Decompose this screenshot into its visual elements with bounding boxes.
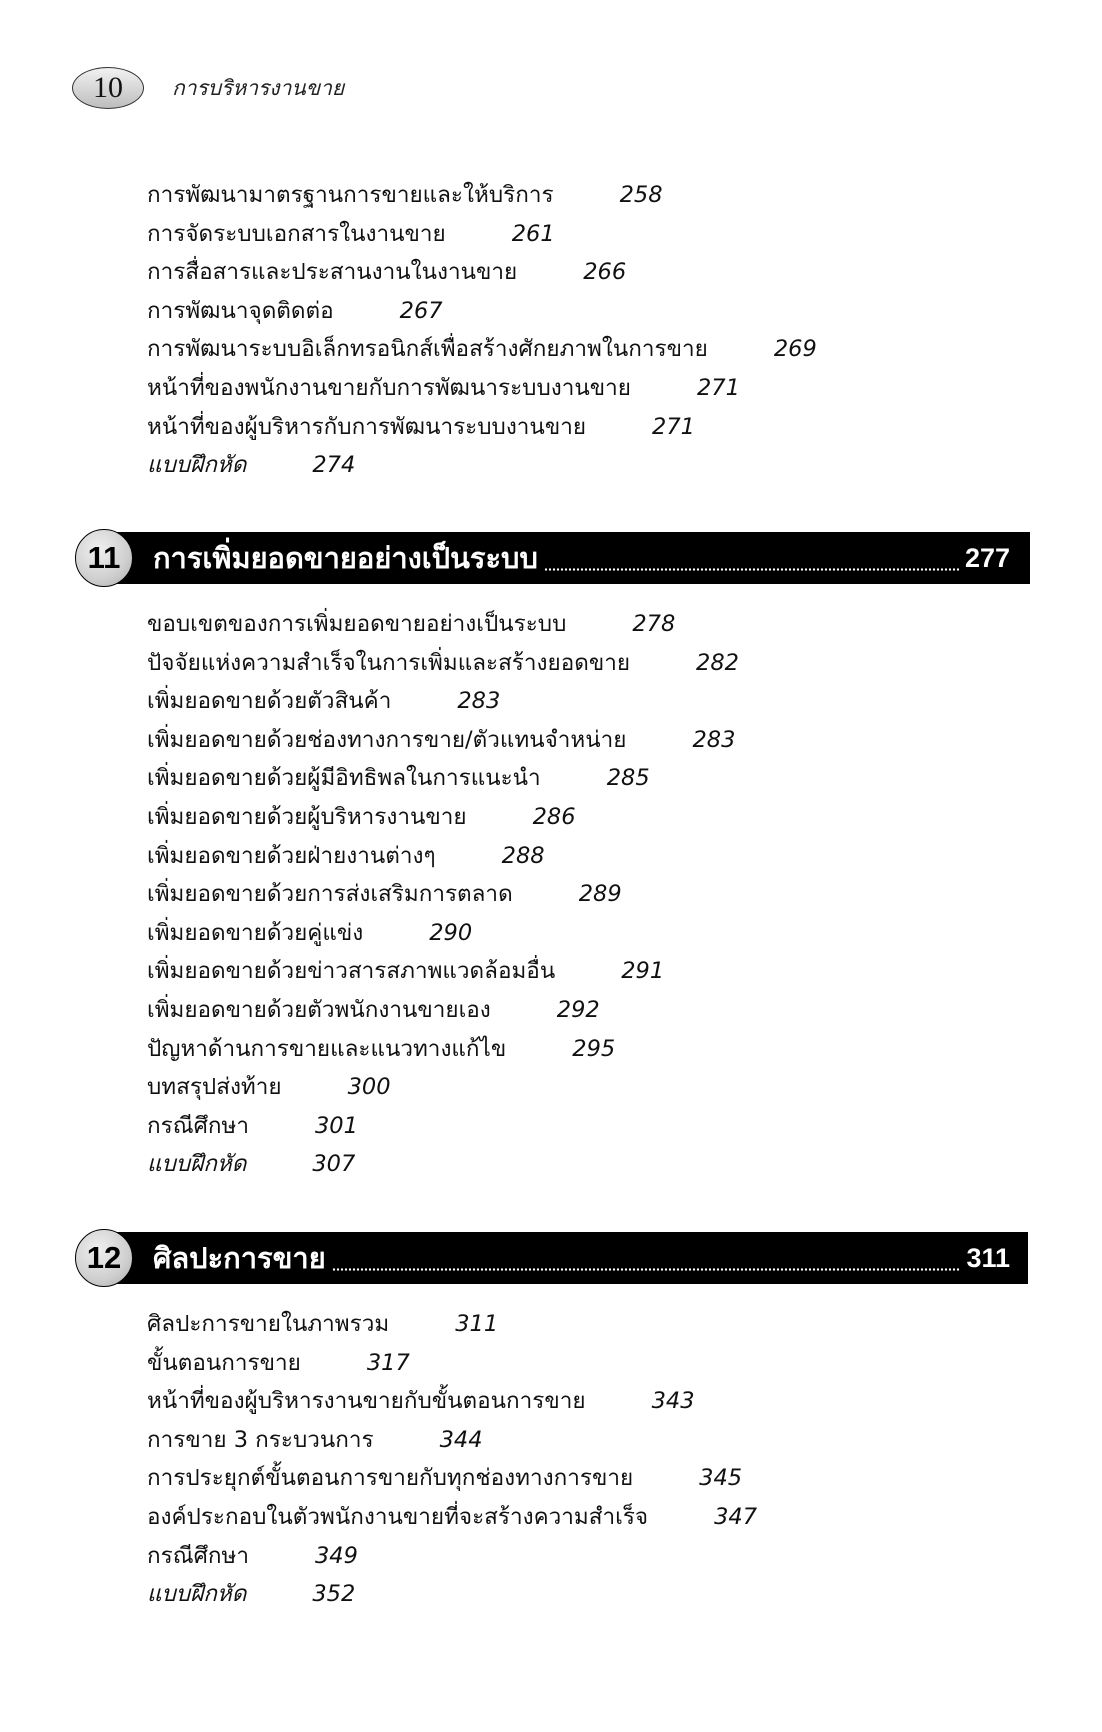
toc-entry-page: 271 [696,374,740,401]
toc-entry[interactable] [147,605,739,644]
chapter-header-12[interactable] [75,1232,1030,1284]
toc-entry-title: ปัญหาด้านการขายและแนวทางแก้ไข [147,1035,507,1062]
toc-list-chapter-11 [147,605,739,1184]
toc-entry-title: หน้าที่ของผู้บริหารกับการพัฒนาระบบงานขาย [147,413,587,440]
toc-entry-title: การสื่อสารและประสานงานในงานขาย [147,259,518,286]
chapter-title: ศิลปะการขาย [153,1241,326,1275]
toc-entry-title: กรณีศึกษา [147,1112,249,1139]
page-header [72,66,344,110]
toc-entry[interactable] [147,991,739,1030]
toc-entry-title: การขาย 3 กระบวนการ [147,1426,374,1453]
toc-list-top [147,176,817,485]
toc-entry-page: 349 [314,1542,358,1569]
toc-entry-page: 311 [455,1311,499,1337]
toc-entry-title: ขอบเขตของการเพิ่มยอดขายอย่างเป็นระบบ [147,611,567,637]
toc-entry-title: เพิ่มยอดขายด้วยผู้มีอิทธิพลในการแนะนำ [147,765,541,792]
toc-entry[interactable] [147,253,817,292]
toc-entry-page: 282 [696,649,739,676]
toc-entry-page: 278 [632,611,676,637]
toc-entry-page: 286 [532,803,576,830]
toc-list-chapter-12 [147,1305,757,1614]
toc-entry-page: 283 [692,726,736,753]
toc-entry-title: เพิ่มยอดขายด้วยฝ่ายงานต่างๆ [147,842,436,869]
toc-entry-page: 345 [699,1465,743,1492]
toc-entry[interactable] [147,759,739,798]
toc-entry[interactable] [147,1068,739,1107]
toc-entry[interactable] [147,1382,757,1421]
toc-entry[interactable] [147,682,739,721]
toc-entry[interactable] [147,446,817,485]
toc-entry-title: เพิ่มยอดขายด้วยการส่งเสริมการตลาด [147,881,513,908]
toc-entry-page: 288 [501,842,545,869]
toc-entry[interactable] [147,1498,757,1537]
toc-entry[interactable] [147,408,817,447]
toc-entry-title: เพิ่มยอดขายด้วยข่าวสารสภาพแวดล้อมอื่น [147,958,556,985]
chapter-page-number: 311 [966,1242,1010,1273]
toc-entry[interactable] [147,1537,757,1576]
toc-entry-page: 271 [652,413,695,440]
page-number: 10 [72,67,144,109]
toc-entry-page: 317 [366,1349,410,1376]
chapter-header-11[interactable] [75,532,1030,584]
chapter-heading [153,1232,1010,1284]
toc-entry-page: 347 [714,1503,758,1530]
toc-entry[interactable] [147,952,739,991]
toc-entry-page: 352 [312,1581,356,1608]
toc-entry-page: 289 [578,881,622,908]
toc-entry[interactable] [147,644,739,683]
toc-entry-page: 266 [583,259,627,286]
toc-entry-page: 343 [651,1388,695,1415]
toc-entry-page: 274 [312,452,356,479]
toc-entry-title: ขั้นตอนการขาย [147,1349,301,1376]
toc-entry-title: เพิ่มยอดขายด้วยตัวสินค้า [147,688,392,715]
toc-entry-page: 300 [347,1074,391,1101]
toc-entry-page: 258 [619,182,663,208]
toc-entry[interactable] [147,292,817,331]
toc-entry-title: การพัฒนามาตรฐานการขายและให้บริการ [147,182,554,208]
chapter-number-badge: 12 [75,1229,133,1287]
chapter-page-number: 277 [964,542,1010,573]
toc-entry-title: เพิ่มยอดขายด้วยผู้บริหารงานขาย [147,803,467,830]
toc-entry-title: การพัฒนาระบบอิเล็กทรอนิกส์เพื่อสร้างศักยภาพในการขาย [147,336,708,363]
toc-entry-title: เพิ่มยอดขายด้วยคู่แข่ง [147,919,364,946]
toc-entry-page: 291 [621,958,665,985]
toc-entry-title: แบบฝึกหัด [147,452,247,479]
toc-entry-page: 285 [606,765,650,792]
toc-entry-page: 292 [556,996,600,1023]
toc-entry[interactable] [147,1305,757,1344]
toc-entry[interactable] [147,1421,757,1460]
toc-entry-page: 283 [457,688,501,715]
toc-entry-title: แบบฝึกหัด [147,1581,247,1608]
toc-entry-title: แบบฝึกหัด [147,1151,247,1178]
toc-entry[interactable] [147,798,739,837]
toc-entry[interactable] [147,837,739,876]
toc-entry[interactable] [147,914,739,953]
toc-entry[interactable] [147,330,817,369]
toc-entry-page: 290 [429,919,473,946]
toc-entry-title: หน้าที่ของพนักงานขายกับการพัฒนาระบบงานขาย [147,374,631,401]
toc-entry-title: การจัดระบบเอกสารในงานขาย [147,220,446,247]
toc-entry-title: ศิลปะการขายในภาพรวม [147,1311,390,1337]
toc-entry[interactable] [147,1030,739,1069]
toc-entry[interactable] [147,369,817,408]
toc-entry[interactable] [147,176,817,215]
toc-entry-title: เพิ่มยอดขายด้วยช่องทางการขาย/ตัวแทนจำหน่าย [147,726,627,753]
toc-entry-page: 269 [773,336,817,363]
dot-leader [544,568,959,571]
toc-entry-title: การประยุกต์ขั้นตอนการขายกับทุกช่องทางการขาย [147,1465,634,1492]
toc-entry[interactable] [147,1459,757,1498]
toc-entry-title: บทสรุปส่งท้าย [147,1074,282,1101]
toc-entry[interactable] [147,1107,739,1146]
toc-entry[interactable] [147,1145,739,1184]
toc-entry-page: 267 [399,297,443,324]
toc-entry-page: 307 [312,1151,356,1178]
toc-entry-page: 344 [439,1426,483,1453]
toc-entry-title: องค์ประกอบในตัวพนักงานขายที่จะสร้างความสำเร็จ [147,1503,649,1530]
running-title: การบริหารงานขาย [172,75,345,100]
chapter-heading [153,532,1010,584]
toc-entry[interactable] [147,1344,757,1383]
toc-entry-title: กรณีศึกษา [147,1542,249,1569]
toc-entry-page: 261 [511,220,555,247]
toc-entry[interactable] [147,875,739,914]
toc-entry-title: หน้าที่ของผู้บริหารงานขายกับขั้นตอนการขาย [147,1388,586,1415]
chapter-number-badge: 11 [75,529,133,587]
toc-entry-page: 301 [314,1112,358,1139]
toc-entry[interactable] [147,721,739,760]
toc-entry-title: ปัจจัยแห่งความสำเร็จในการเพิ่มและสร้างยอดขาย [147,649,631,676]
toc-entry-page: 295 [572,1035,616,1062]
dot-leader [332,1268,961,1271]
toc-entry-title: เพิ่มยอดขายด้วยตัวพนักงานขายเอง [147,996,491,1023]
toc-entry-title: การพัฒนาจุดติดต่อ [147,297,334,324]
toc-entry[interactable] [147,1575,757,1614]
toc-entry[interactable] [147,215,817,254]
chapter-title: การเพิ่มยอดขายอย่างเป็นระบบ [153,541,538,575]
